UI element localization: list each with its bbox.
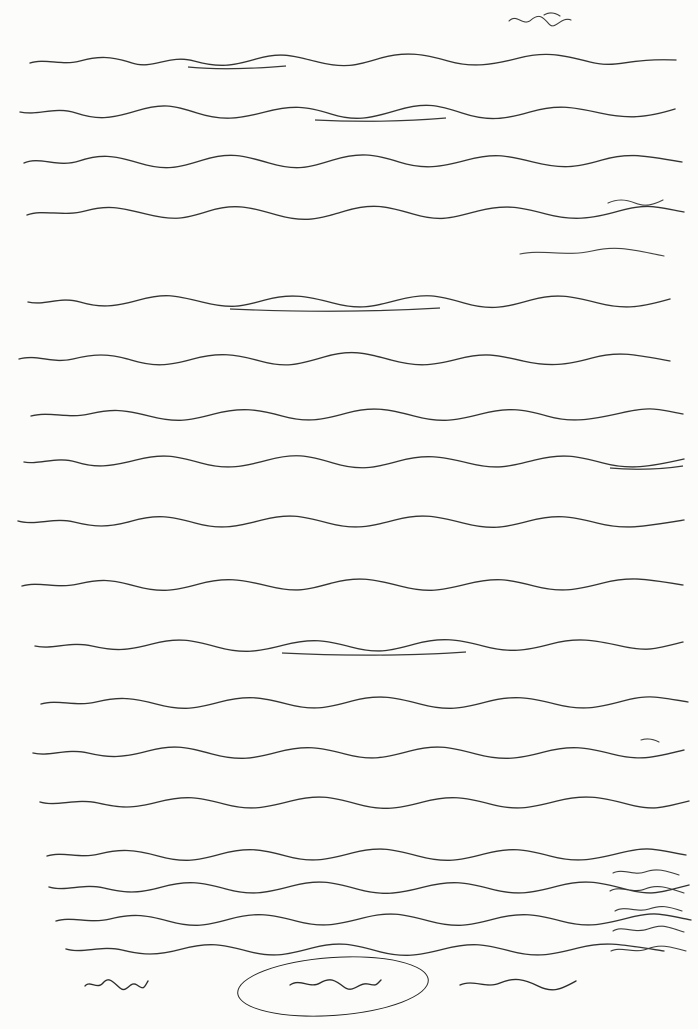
handwritten-line-2 <box>0 97 698 125</box>
handwritten-line-7 <box>0 344 698 372</box>
handwritten-line-1 <box>0 45 698 73</box>
margin-note <box>605 863 691 963</box>
date-mark <box>78 974 153 994</box>
handwritten-line-16 <box>0 839 698 867</box>
handwritten-line-14 <box>0 737 698 765</box>
signature-scribble <box>285 974 385 992</box>
handwritten-line-11 <box>0 569 698 597</box>
handwritten-line-17 <box>0 872 698 900</box>
handwritten-line-4 <box>0 197 698 225</box>
header-scribble <box>505 10 575 32</box>
handwritten-line-9 <box>0 446 698 474</box>
handwritten-line-3 <box>0 146 698 174</box>
handwritten-line-15 <box>0 787 698 815</box>
signoff-scribble <box>452 971 584 995</box>
handwritten-line-6 <box>0 286 698 314</box>
handwritten-line-8 <box>0 399 698 427</box>
handwritten-line-12 <box>0 630 698 658</box>
handwritten-line-5 <box>0 239 698 267</box>
handwritten-line-10 <box>0 506 698 534</box>
handwritten-line-13 <box>0 687 698 715</box>
handwritten-line-18 <box>0 904 698 932</box>
